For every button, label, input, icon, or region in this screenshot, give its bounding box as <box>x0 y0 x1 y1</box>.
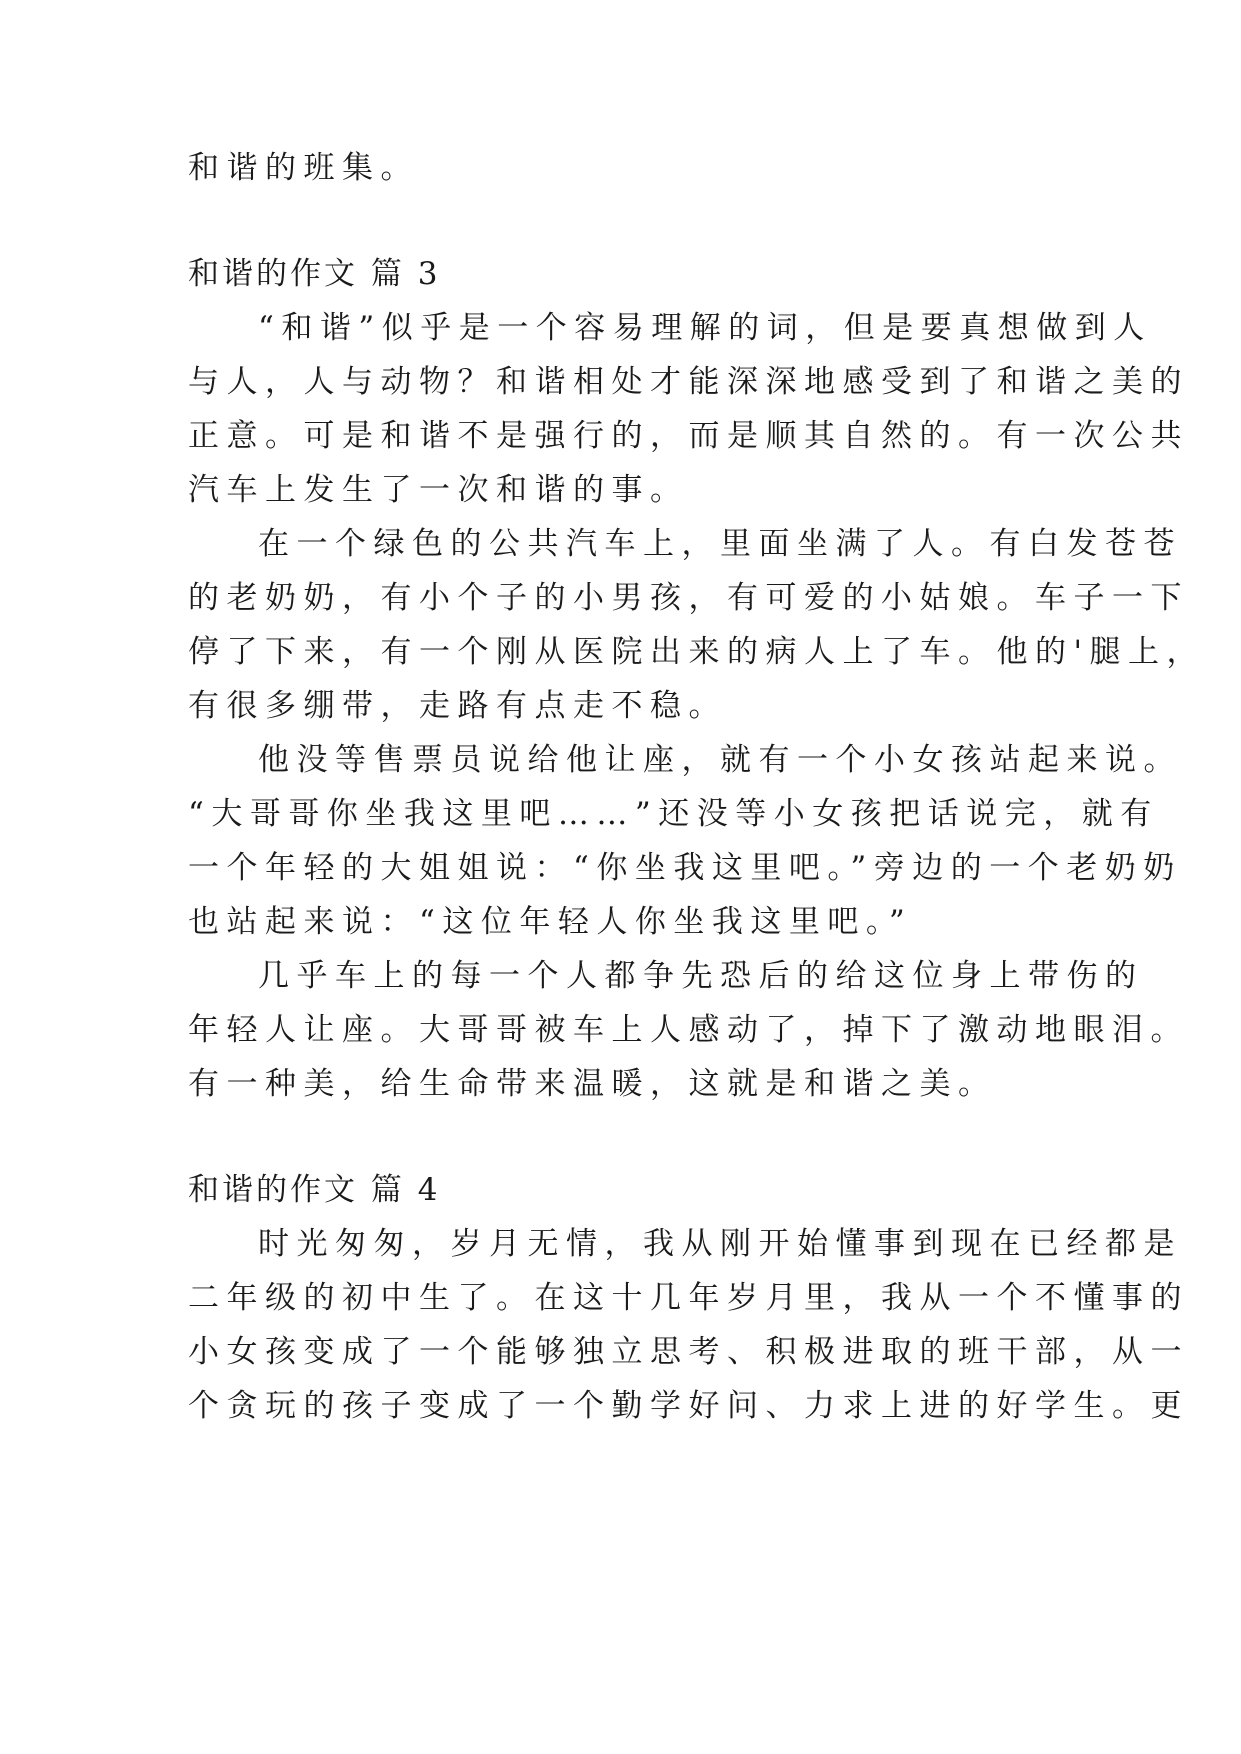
continuation-text: 和谐的班集。 <box>188 150 419 186</box>
paragraph-line: 小女孩变成了一个能够独立思考、积极进取的班干部，从一 <box>188 1334 1189 1370</box>
paragraph-line: 年轻人让座。大哥哥被车上人感动了，掉下了激动地眼泪。 <box>188 1012 1189 1048</box>
paragraph-line: 他没等售票员说给他让座，就有一个小女孩站起来说。 <box>258 742 1182 778</box>
paragraph-line: “和谐”似乎是一个容易理解的词，但是要真想做到人 <box>258 310 1152 346</box>
section-3-heading: 和谐的作文 篇 3 <box>188 256 441 292</box>
paragraph-line: 有一种美，给生命带来温暖，这就是和谐之美。 <box>188 1066 997 1102</box>
paragraph-line: 个贪玩的孩子变成了一个勤学好问、力求上进的好学生。更 <box>188 1388 1189 1424</box>
section-4-heading: 和谐的作文 篇 4 <box>188 1172 441 1208</box>
paragraph-line: 与人，人与动物？和谐相处才能深深地感受到了和谐之美的 <box>188 364 1189 400</box>
paragraph-line: 汽车上发生了一次和谐的事。 <box>188 472 689 508</box>
paragraph-line: 几乎车上的每一个人都争先恐后的给这位身上带伤的 <box>258 958 1144 994</box>
paragraph-line: 二年级的初中生了。在这十几年岁月里，我从一个不懂事的 <box>188 1280 1189 1316</box>
paragraph-line: “大哥哥你坐我这里吧……”还没等小女孩把话说完，就有 <box>188 796 1159 832</box>
paragraph-line: 停了下来，有一个刚从医院出来的病人上了车。他的'腿上， <box>188 634 1206 670</box>
paragraph-line: 时光匆匆，岁月无情，我从刚开始懂事到现在已经都是 <box>258 1226 1182 1262</box>
paragraph-line: 在一个绿色的公共汽车上，里面坐满了人。有白发苍苍 <box>258 526 1182 562</box>
paragraph-line: 的老奶奶，有小个子的小男孩，有可爱的小姑娘。车子一下 <box>188 580 1189 616</box>
paragraph-line: 一个年轻的大姐姐说：“你坐我这里吧。”旁边的一个老奶奶 <box>188 850 1182 886</box>
paragraph-line: 有很多绷带，走路有点走不稳。 <box>188 688 727 724</box>
paragraph-line: 也站起来说：“这位年轻人你坐我这里吧。” <box>188 904 913 940</box>
paragraph-line: 正意。可是和谐不是强行的，而是顺其自然的。有一次公共 <box>188 418 1189 454</box>
